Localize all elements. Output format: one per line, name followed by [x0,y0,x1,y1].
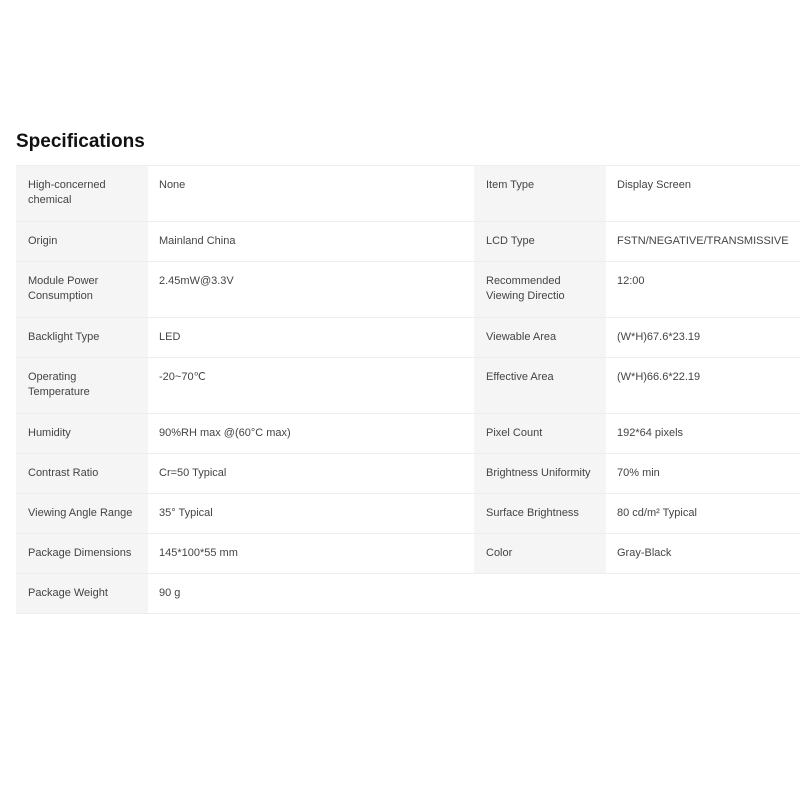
table-row [16,166,800,222]
spec-value: Mainland China [148,222,474,262]
spec-label: Humidity [16,414,148,454]
spec-label: Item Type [474,166,606,222]
spec-value: None [148,166,474,222]
spec-value: 12:00 [606,262,800,318]
spec-label: Color [474,534,606,574]
spec-label: Recommended Viewing Directio [474,262,606,318]
spec-label: Package Dimensions [16,534,148,574]
spec-value: 35° Typical [148,494,474,534]
spec-label: Pixel Count [474,414,606,454]
spec-label: Origin [16,222,148,262]
table-row [16,574,800,614]
spec-value: LED [148,318,474,358]
table-row [16,534,800,574]
section-title: Specifications [16,131,145,152]
table-row [16,414,800,454]
spec-label: Brightness Uniformity [474,454,606,494]
spec-value: Display Screen [606,166,800,222]
empty-cell [606,574,800,614]
table-row [16,494,800,534]
spec-label: LCD Type [474,222,606,262]
spec-value: -20~70℃ [148,358,474,414]
spec-value: 90%RH max @(60°C max) [148,414,474,454]
spec-label: Package Weight [16,574,148,614]
specifications-section [16,130,800,614]
spec-label: High-concerned chemical [16,166,148,222]
spec-value: Gray-Black [606,534,800,574]
table-row [16,222,800,262]
spec-label: Backlight Type [16,318,148,358]
spec-value: Cr=50 Typical [148,454,474,494]
spec-value: FSTN/NEGATIVE/TRANSMISSIVE [606,222,800,262]
spec-label: Viewing Angle Range [16,494,148,534]
empty-cell [474,574,606,614]
spec-value: 90 g [148,574,474,614]
specifications-table [16,165,800,614]
spec-label: Effective Area [474,358,606,414]
spec-label: Contrast Ratio [16,454,148,494]
spec-value: 2.45mW@3.3V [148,262,474,318]
spec-label: Module Power Consumption [16,262,148,318]
table-row [16,358,800,414]
spec-value: 70% min [606,454,800,494]
spec-value: 145*100*55 mm [148,534,474,574]
table-row [16,262,800,318]
spec-label: Surface Brightness [474,494,606,534]
spec-value: 80 cd/m² Typical [606,494,800,534]
spec-label: Operating Temperature [16,358,148,414]
spec-value: (W*H)66.6*22.19 [606,358,800,414]
table-row [16,454,800,494]
spec-value: (W*H)67.6*23.19 [606,318,800,358]
spec-label: Viewable Area [474,318,606,358]
spec-value: 192*64 pixels [606,414,800,454]
table-row [16,318,800,358]
